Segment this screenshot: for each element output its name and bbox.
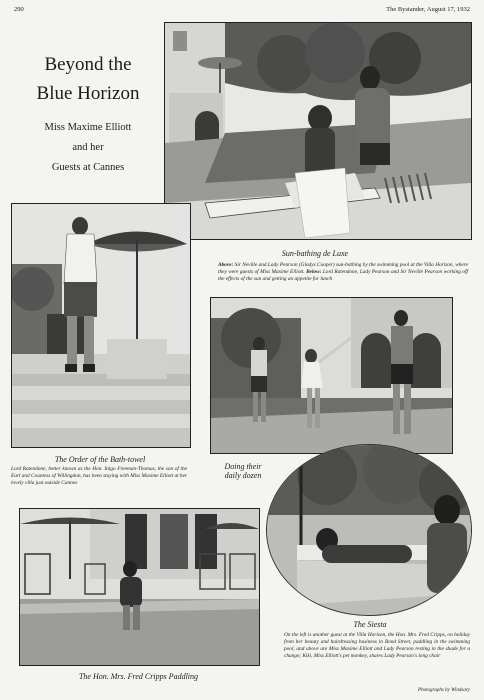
photo-daily-dozen <box>210 297 453 454</box>
subhead-line-1: Miss Maxime Elliott <box>44 122 132 133</box>
headline-line-2: Blue Horizon <box>36 83 140 104</box>
photo-bath-towel <box>11 203 191 448</box>
caption-sunbathing-text-2: Lord Ratendone, Lady Pearson and Sir Neville Pearson working off the effects of the sun and getting an appetite for lunch <box>218 269 468 282</box>
caption-sunbathing-title: Sun-bathing de Luxe <box>281 249 349 258</box>
caption-below-label: Below: <box>306 269 322 275</box>
caption-doing-line-1: Doing their <box>224 462 262 471</box>
caption-doing-title <box>210 462 276 480</box>
caption-sunbathing-text: Sir Neville and Lady Pearson (Gladys Cooper) sun-bathing by the swimming pool at the Villa Horizon, where they were guests of Miss Maxime Elliott. <box>218 262 468 275</box>
publication-line: The Bystander, August 17, 1932 <box>386 6 470 13</box>
caption-siesta-title: The Siesta <box>353 620 387 629</box>
photo-sunbathing <box>164 22 472 240</box>
headline-block <box>18 50 158 178</box>
caption-bath-towel-title: The Order of the Bath-towel <box>54 455 146 464</box>
subhead-line-2: and her <box>72 142 104 153</box>
photo-siesta <box>266 444 472 616</box>
photo-credit: Photographs by Windsary <box>418 688 470 693</box>
photo-paddling <box>19 508 260 666</box>
page-number: 290 <box>14 6 24 13</box>
headline-line-1: Beyond the <box>44 54 132 75</box>
caption-doing-line-2: daily dozen <box>224 471 262 480</box>
caption-above-label: Above: <box>218 262 234 268</box>
caption-paddling-title: The Hon. Mrs. Fred Cripps Paddling <box>78 672 199 681</box>
caption-sunbathing-body <box>218 262 468 283</box>
subhead-line-3: Guests at Cannes <box>51 162 125 173</box>
caption-siesta-body: On the left is another guest at the Villa Horizon, the Hon. Mrs. Fred Cripps, on holiday from her beauty and hairdressing business in Bond Street, paddling in the swimming pool, and above are Miss Maxime Elliott and Lady Pearson resting in the shade for a change; Kiki, Miss Elliott's pet monkey, shares Lady Pearson's long chair <box>284 632 470 659</box>
caption-bath-towel-body: Lord Ratendone, better known as the Hon. Inigo Freeman-Thomas, the son of the Earl and Countess of Willingdon, has been staying with Miss Maxime Elliott at her lovely villa just outside Cannes <box>11 466 187 486</box>
